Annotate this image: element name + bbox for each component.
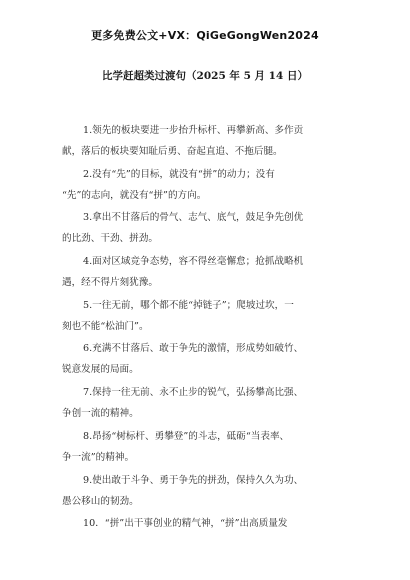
list-item: 7.保持一往无前、永不止步的锐气，弘扬攀高比强、 争创一流的精神。 (62, 387, 304, 420)
list-item: 1.领先的板块要进一步抬升标杆、再攀新高、多作贡 献，落后的板块要知耻后勇、奋起直追、不拖后腿。 (62, 125, 304, 157)
list-item: 5.一往无前，哪个都不能“掉链子”；爬坡过坎，一 刻也不能“松油门”。 (62, 299, 294, 332)
list-item: 8.昂扬“树标杆、勇攀登”的斗志，砥砺“当表率、 争一流”的精神。 (62, 430, 290, 463)
list-item: 2.没有“先”的目标，就没有“拼”的动力；没有 “先”的志向，就没有“拼”的方向。 (62, 168, 275, 201)
list-item: 9.使出敢于斗争、勇于争先的拼劲，保持久久为功、 愚公移山的韧劲。 (62, 474, 304, 507)
list-item: 3.拿出不甘落后的骨气、志气、底气，鼓足争先创优 的比劲、干劲、拼劲。 (62, 212, 304, 245)
sentence-list (62, 120, 368, 536)
list-item: 6.充满不甘落后、敢于争先的激情，形成势如破竹、 锐意发展的局面。 (62, 343, 304, 376)
list-item: 10．“拼”出干事创业的精气神，“拼”出高质量发 (83, 518, 288, 530)
document-title: 比学赶超类过渡句（2025 年 5 月 14 日） (102, 70, 308, 82)
promo-header: 更多免费公文+VX：QiGeGongWen2024 (91, 29, 319, 42)
list-item: 4.面对区域竞争态势，容不得丝毫懈怠；抢抓战略机 遇，经不得片刻犹豫。 (62, 256, 304, 289)
